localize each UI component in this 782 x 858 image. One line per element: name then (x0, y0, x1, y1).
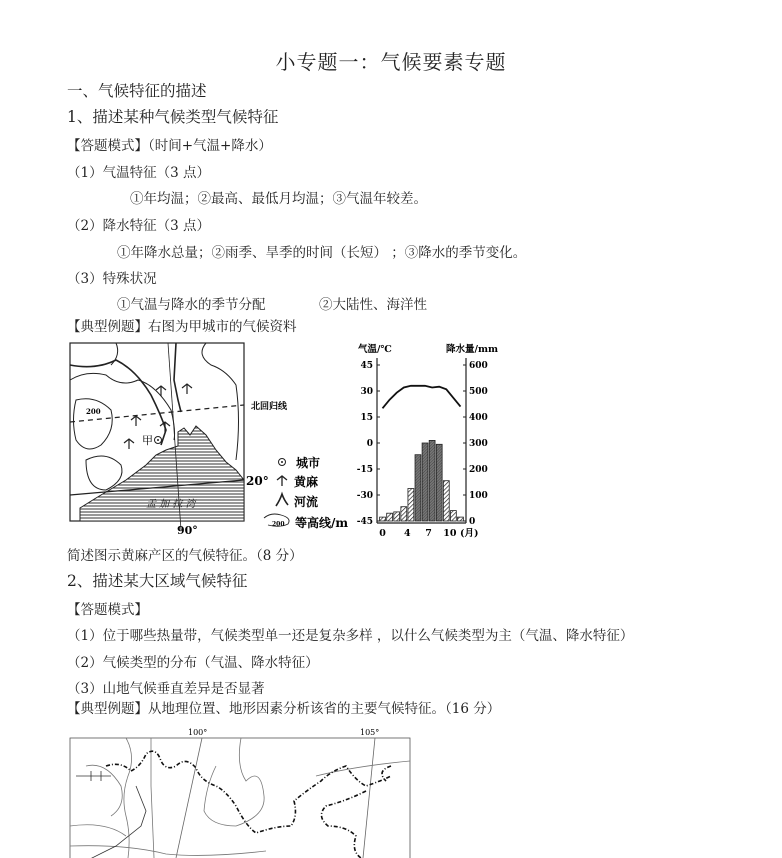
answer-pattern-label: 【答题模式】（时间+气温+降水） (67, 138, 272, 154)
precip-bar-10 (443, 481, 449, 521)
example-label-1: 【典型例题】右图为甲城市的气候资料 (67, 319, 297, 335)
map-frame (70, 738, 410, 858)
temperature-line (383, 386, 461, 409)
special-detail-b: ②大陆性、海洋性 (319, 297, 427, 313)
subsection-heading-2: 2、描述某大区域气候特征 (67, 572, 248, 590)
precip-bar-11 (450, 511, 456, 521)
answer-pattern-label-2: 【答题模式】 (67, 602, 148, 618)
pattern-item-2: （2）气候类型的分布（气温、降水特征） (67, 655, 319, 671)
precip-bar-5 (408, 489, 414, 522)
x-tick-label: 7 (425, 528, 432, 539)
y-right-tick-label: 300 (469, 439, 488, 449)
legend-jute: 黄麻 (294, 475, 319, 489)
precip-bar-2 (387, 513, 393, 521)
y-right-tick-label: 0 (469, 517, 476, 527)
section-heading: 一、气候特征的描述 (67, 82, 207, 100)
x-axis-label: (月) (460, 528, 479, 539)
y-left-tick-label: 30 (360, 387, 373, 397)
y-left-tick-label: 45 (360, 361, 373, 371)
special-detail-a: ①气温与降水的季节分配 (117, 297, 266, 313)
y-left-tick-label: -45 (356, 517, 373, 527)
contour-label: 200 (86, 407, 101, 416)
lon105-label: 105° (360, 728, 380, 737)
precip-bar-4 (401, 507, 407, 521)
legend-river: 河流 (294, 495, 319, 509)
precip-bar-9 (436, 444, 442, 521)
precip-bar-3 (394, 512, 400, 521)
climate-chart (352, 340, 502, 540)
special-label: （3）特殊状况 (67, 271, 157, 287)
city-label: 甲 (142, 434, 153, 447)
y-right-label: 降水量/mm (446, 344, 499, 355)
y-right-tick-label: 500 (469, 387, 488, 397)
bay-label: 孟 加 拉 湾 (146, 499, 196, 510)
precip-bar-1 (380, 517, 386, 521)
x-tick-label: 10 (443, 528, 457, 539)
temp-feature-label: （1）气温特征（3 点） (67, 165, 210, 181)
svg-text:200: 200 (272, 521, 285, 528)
province-map (66, 726, 412, 858)
lon90-label: 90° (177, 524, 198, 537)
question-1: 简述图示黄麻产区的气候特征。（8 分） (67, 548, 303, 564)
precip-bar-8 (429, 440, 435, 521)
pattern-item-1: （1）位于哪些热量带，气候类型单一还是复杂多样 ，以什么气候类型为主（气温、降水特征） (67, 628, 634, 644)
example-label-2: 【典型例题】从地理位置、地形因素分析该省的主要气候特征。（16 分） (67, 701, 501, 717)
precip-bar-6 (415, 455, 421, 521)
precip-feature-label: （2）降水特征（3 点） (67, 218, 210, 234)
y-left-tick-label: -30 (356, 491, 373, 501)
page-title: 小专题一：气候要素专题 (275, 50, 507, 74)
y-left-tick-label: -15 (356, 465, 373, 475)
x-tick-label: 4 (404, 528, 411, 539)
pattern-item-3: （3）山地气候垂直差异是否显著 (67, 681, 265, 697)
x-tick-label: 0 (379, 528, 386, 539)
y-right-tick-label: 100 (469, 491, 488, 501)
y-right-tick-label: 600 (469, 361, 488, 371)
y-left-tick-label: 0 (366, 439, 373, 449)
lat20-label: 20° (246, 474, 269, 488)
temp-feature-detail: ①年均温；②最高、最低月均温；③气温年较差。 (130, 191, 427, 207)
jute-region-map (66, 340, 356, 540)
precip-feature-detail: ①年降水总量；②雨季、旱季的时间（长短） ；③降水的季节变化。 (117, 245, 527, 261)
lon100-label: 100° (188, 728, 208, 737)
y-left-tick-label: 15 (360, 413, 373, 423)
river-icon (276, 494, 288, 506)
y-left-label: 气温/℃ (358, 344, 392, 355)
map-legend (264, 455, 348, 530)
subsection-heading-1: 1、描述某种气候类型气候特征 (67, 108, 279, 126)
tropic-label: 北回归线 (251, 402, 288, 412)
jute-icon (277, 476, 287, 486)
precip-bar-7 (422, 443, 428, 521)
y-right-tick-label: 400 (469, 413, 488, 423)
legend-city: 城市 (296, 456, 321, 470)
precip-bar-12 (458, 517, 464, 521)
y-right-tick-label: 200 (469, 465, 488, 475)
legend-contour: 等高线/m (295, 516, 349, 530)
